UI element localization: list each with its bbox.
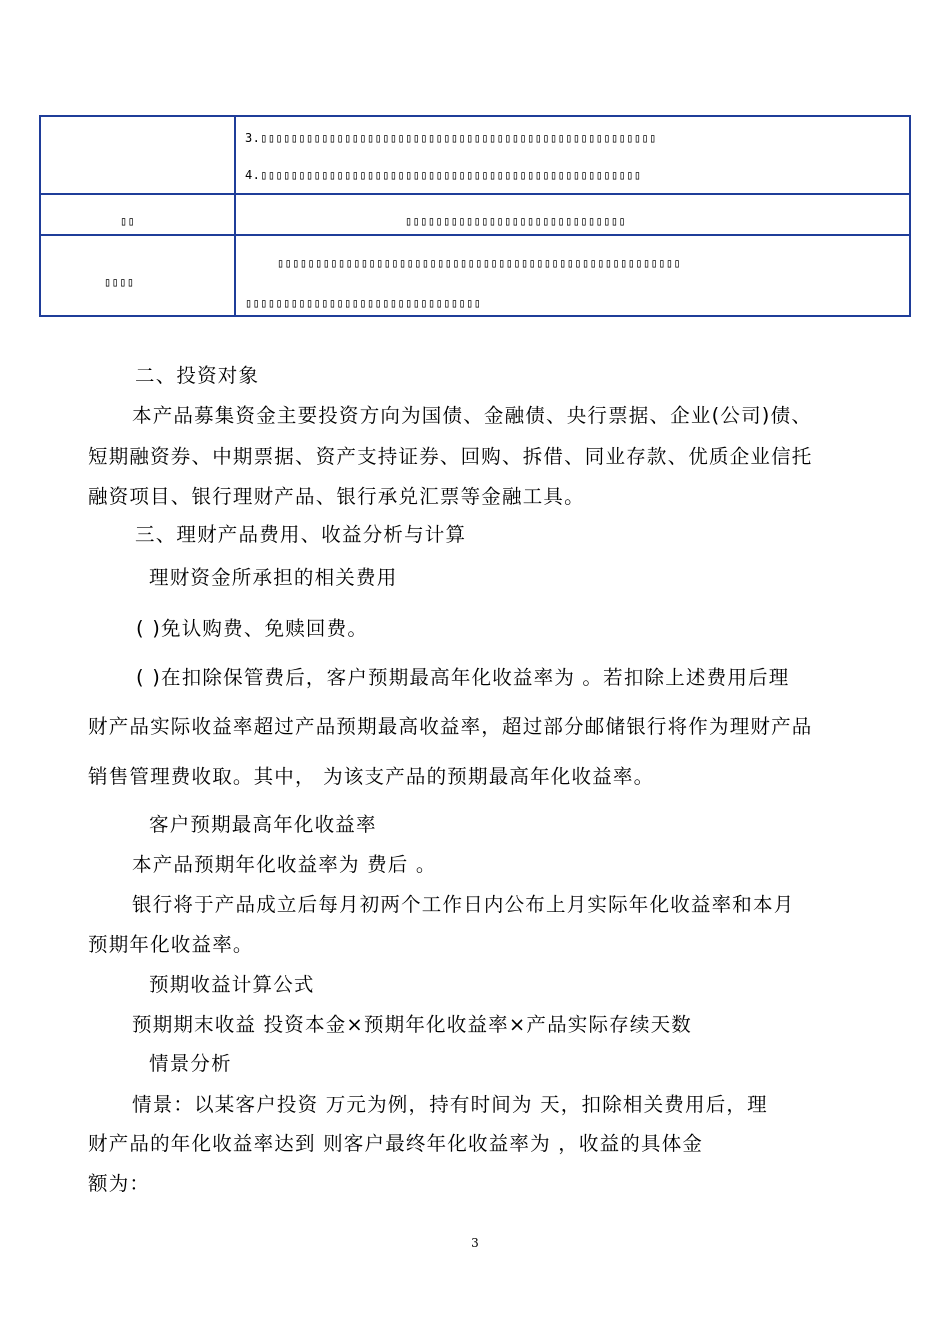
table-row3-line1: ▯▯▯▯▯▯▯▯▯▯▯▯▯▯▯▯▯▯▯▯▯▯▯▯▯▯▯▯▯▯▯▯▯▯▯▯▯▯▯▯▯▯▯▯▯▯▯▯▯▯▯▯▯ (277, 256, 682, 270)
scenario-line-3: 额为： (88, 1172, 151, 1195)
publish-line-1: 银行将于产品成立后每月初两个工作日内公布上月实际年化收益率和本月 (132, 893, 795, 916)
section3-heading: 三、理财产品费用、收益分析与计算 (135, 523, 467, 546)
fees-subheading: 理财资金所承担的相关费用 (149, 566, 398, 589)
formula-subheading: 预期收益计算公式 (149, 973, 315, 996)
page-number: 3 (471, 1236, 479, 1250)
fees-item-2-line-2: 财产品实际收益率超过产品预期最高收益率，超过部分邮储银行将作为理财产品 (88, 715, 813, 738)
section2-heading: 二、投资对象 (135, 364, 260, 387)
fees-item-2-line-3: 销售管理费收取。其中， 为该支产品的预期最高年化收益率。 (88, 765, 655, 788)
table-row1-line1: 3.▯▯▯▯▯▯▯▯▯▯▯▯▯▯▯▯▯▯▯▯▯▯▯▯▯▯▯▯▯▯▯▯▯▯▯▯▯▯▯▯▯▯▯▯▯▯▯▯▯▯▯▯ (245, 131, 657, 145)
section2-line-2: 短期融资券、中期票据、资产支持证券、回购、拆借、同业存款、优质企业信托 (88, 445, 813, 468)
fees-item-1: ( )免认购费、免赎回费。 (136, 617, 369, 640)
max-rate-subheading: 客户预期最高年化收益率 (149, 813, 377, 836)
table-row-divider (41, 234, 909, 236)
product-info-table (39, 115, 911, 317)
table-row3-label: ▯▯▯▯ (104, 275, 135, 289)
section2-line-1: 本产品募集资金主要投资方向为国债、金融债、央行票据、企业(公司)债、 (132, 404, 813, 427)
table-row2-label: ▯▯ (120, 214, 136, 228)
table-row-divider (41, 193, 909, 195)
publish-line-2: 预期年化收益率。 (88, 933, 254, 956)
formula-line: 预期期末收益 投资本金×预期年化收益率×产品实际存续天数 (132, 1013, 692, 1036)
scenario-line-2: 财产品的年化收益率达到 则客户最终年化收益率为 ，收益的具体金 (88, 1132, 704, 1155)
table-row3-line2: ▯▯▯▯▯▯▯▯▯▯▯▯▯▯▯▯▯▯▯▯▯▯▯▯▯▯▯▯▯▯▯ (245, 296, 482, 310)
scenario-line-1: 情景：以某客户投资 万元为例，持有时间为 天，扣除相关费用后，理 (132, 1093, 768, 1116)
table-column-divider (234, 117, 236, 315)
table-row2-value: ▯▯▯▯▯▯▯▯▯▯▯▯▯▯▯▯▯▯▯▯▯▯▯▯▯▯▯▯▯ (405, 214, 627, 228)
expected-rate-line: 本产品预期年化收益率为 费后 。 (132, 853, 437, 876)
fees-item-2-line-1: ( )在扣除保管费后，客户预期最高年化收益率为 。若扣除上述费用后理 (136, 666, 790, 689)
section2-line-3: 融资项目、银行理财产品、银行承兑汇票等金融工具。 (88, 485, 585, 508)
table-row1-line2: 4.▯▯▯▯▯▯▯▯▯▯▯▯▯▯▯▯▯▯▯▯▯▯▯▯▯▯▯▯▯▯▯▯▯▯▯▯▯▯▯▯▯▯▯▯▯▯▯▯▯▯ (245, 168, 642, 182)
scenario-subheading: 情景分析 (149, 1052, 232, 1075)
